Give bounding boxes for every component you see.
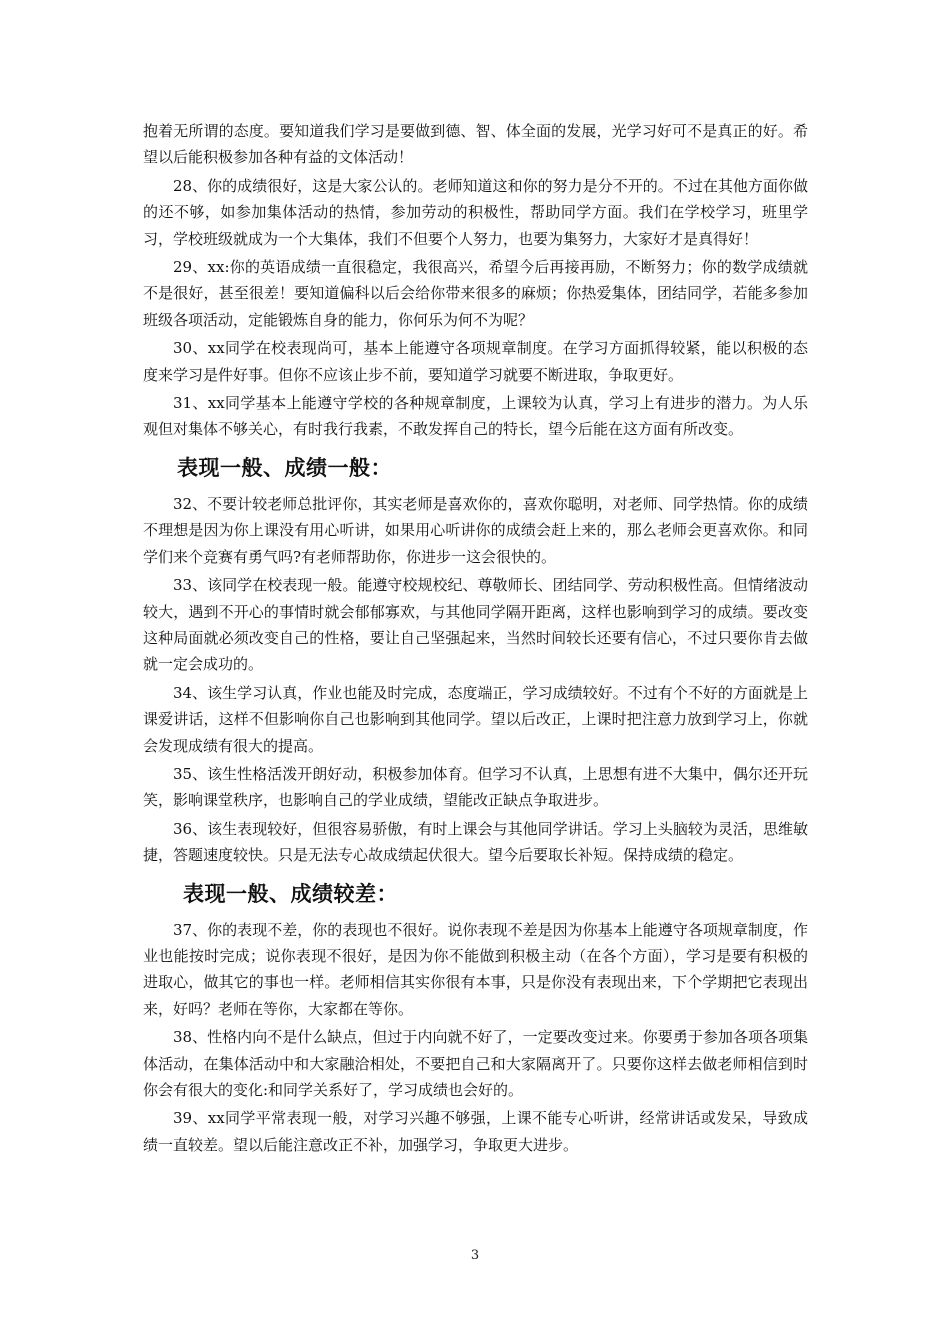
document-page [143, 118, 808, 1160]
comment-paragraph-32: 32、不要计较老师总批评你，其实老师是喜欢你的，喜欢你聪明，对老师、同学热情。你的成绩不理想是因为你上课没有用心听讲，如果用心听讲你的成绩会赶上来的，那么老师会更喜欢你。和同学们来个竞赛有勇气吗?有老师帮助你，你进步一这会很快的。 [143, 494, 808, 566]
comment-paragraph-continued: 抱着无所谓的态度。要知道我们学习是要做到德、智、体全面的发展，光学习好可不是真正的好。希望以后能积极参加各种有益的文体活动！ [143, 122, 808, 167]
section-heading-average-performance: 表现一般、成绩一般： [177, 455, 392, 480]
comment-paragraph-35: 35、该生性格活泼开朗好动，积极参加体育。但学习不认真，上思想有进不大集中，偶尔还开玩笑，影响课堂秩序，也影响自己的学业成绩，望能改正缺点争取进步。 [143, 764, 808, 810]
comment-paragraph-31: 31、xx同学基本上能遵守学校的各种规章制度，上课较为认真，学习上有进步的潜力。为人乐观但对集体不够关心，有时我行我素，不敢发挥自己的特长，望今后能在这方面有所改变。 [143, 394, 808, 439]
comment-paragraph-37: 37、你的表现不差，你的表现也不很好。说你表现不差是因为你基本上能遵守各项规章制度，作业也能按时完成；说你表现不很好，是因为你不能做到积极主动（在各个方面），学习是要有积极的进取心，做其它的事也一样。老师相信其实你很有本事，只是你没有表现出来，下个学期把它表现出来，好吗？老师在等你，大家都在等你。 [143, 920, 808, 1018]
section-heading-poor-performance: 表现一般、成绩较差： [183, 881, 398, 906]
comment-paragraph-33: 33、该同学在校表现一般。能遵守校规校纪、尊敬师长、团结同学、劳动积极性高。但情绪波动较大，遇到不开心的事情时就会郁郁寡欢，与其他同学隔开距离，这样也影响到学习的成绩。要改变这种局面就必须改变自己的性格，要让自己坚强起来，当然时间较长还要有信心，不过只要你肯去做就一定会成功的。 [143, 576, 808, 674]
comment-paragraph-34: 34、该生学习认真，作业也能及时完成，态度端正，学习成绩较好。不过有个不好的方面就是上课爱讲话，这样不但影响你自己也影响到其他同学。望以后改正，上课时把注意力放到学习上，你就会发现成绩有很大的提高。 [143, 683, 808, 755]
comment-paragraph-39: 39、xx同学平常表现一般，对学习兴趣不够强，上课不能专心听讲，经常讲话或发呆，导致成绩一直较差。望以后能注意改正不补，加强学习，争取更大进步。 [143, 1109, 808, 1154]
comment-paragraph-36: 36、该生表现较好，但很容易骄傲，有时上课会与其他同学讲话。学习上头脑较为灵活，思维敏捷，答题速度较快。只是无法专心故成绩起伏很大。望今后要取长补短。保持成绩的稳定。 [143, 819, 808, 865]
comment-paragraph-29: 29、xx:你的英语成绩一直很稳定，我很高兴，希望今后再接再励，不断努力；你的数学成绩就不是很好，甚至很差！要知道偏科以后会给你带来很多的麻烦；你热爱集体，团结同学，若能多参加班级各项活动，定能锻炼自身的能力，你何乐为何不为呢？ [143, 258, 808, 329]
comment-paragraph-30: 30、xx同学在校表现尚可，基本上能遵守各项规章制度。在学习方面抓得较紧，能以积极的态度来学习是件好事。但你不应该止步不前，要知道学习就要不断进取，争取更好。 [143, 339, 808, 384]
comment-paragraph-28: 28、你的成绩很好，这是大家公认的。老师知道这和你的努力是分不开的。不过在其他方面你做的还不够，如参加集体活动的热情，参加劳动的积极性，帮助同学方面。我们在学校学习，班里学习，学校班级就成为一个大集体，我们不但要个人努力，也要为集努力，大家好才是真得好！ [143, 176, 808, 248]
comment-paragraph-38: 38、性格内向不是什么缺点，但过于内向就不好了，一定要改变过来。你要勇于参加各项各项集体活动，在集体活动中和大家融洽相处，不要把自己和大家隔离开了。只要你这样去做老师相信到时你会有很大的变化:和同学关系好了，学习成绩也会好的。 [143, 1028, 808, 1099]
page-number: 3 [470, 1248, 480, 1263]
